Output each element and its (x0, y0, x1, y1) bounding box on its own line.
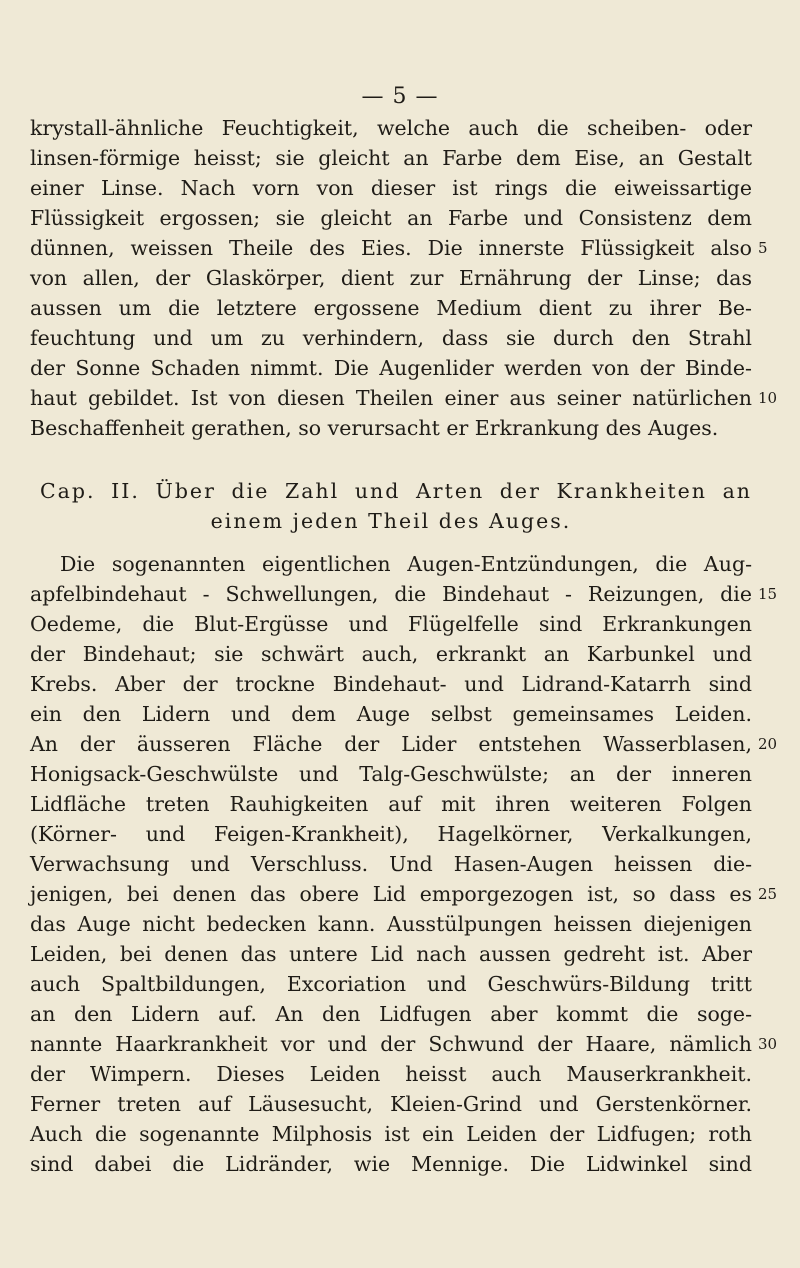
text-line: auch Spaltbildungen, Excoriation und Geschwürs-Bildung tritt (30, 972, 752, 996)
text-line: dünnen, weissen Theile des Eies. Die innerste Flüssigkeit also (30, 236, 752, 260)
text-line: Ferner treten auf Läusesucht, Kleien-Grind und Gerstenkörner. (30, 1092, 752, 1116)
line-number: 20 (758, 735, 778, 753)
text-line: linsen-förmige heisst; sie gleicht an Farbe dem Eise, an Gestalt (30, 146, 752, 170)
text-line: Lidfläche treten Rauhigkeiten auf mit ihren weiteren Folgen (30, 792, 752, 816)
text-line: An der äusseren Fläche der Lider entstehen Wasserblasen, (30, 732, 752, 756)
text-line: haut gebildet. Ist von diesen Theilen einer aus seiner natürlichen (30, 386, 752, 410)
text-line: Die sogenannten eigentlichen Augen-Entzündungen, die Aug- (60, 552, 752, 576)
line-number: 15 (758, 585, 778, 603)
text-line: nannte Haarkrankheit vor und der Schwund der Haare, nämlich (30, 1032, 752, 1056)
line-number: 25 (758, 885, 778, 903)
line-number: 5 (758, 239, 768, 257)
text-line: Auch die sogenannte Milphosis ist ein Leiden der Lidfugen; roth (30, 1122, 752, 1146)
text-line: das Auge nicht bedecken kann. Ausstülpungen heissen diejenigen (30, 912, 752, 936)
text-line: feuchtung und um zu verhindern, dass sie durch den Strahl (30, 326, 752, 350)
text-line: Leiden, bei denen das untere Lid nach aussen gedreht ist. Aber (30, 942, 752, 966)
page-number: — 5 — (361, 84, 439, 109)
text-line: sind dabei die Lidränder, wie Mennige. Die Lidwinkel sind (30, 1152, 752, 1176)
line-number: 30 (758, 1035, 778, 1053)
text-line: apfelbindehaut - Schwellungen, die Bindehaut - Reizungen, die (30, 582, 752, 606)
chapter-heading-cont: einem jeden Theil des Auges. (210, 509, 572, 533)
text-line: der Wimpern. Dieses Leiden heisst auch Mauserkrankheit. (30, 1062, 752, 1086)
chapter-heading: Cap. II. Über die Zahl und Arten der Krankheiten an (40, 479, 752, 503)
text-line: Verwachsung und Verschluss. Und Hasen-Augen heissen die- (30, 852, 752, 876)
text-line: Honigsack-Geschwülste und Talg-Geschwülste; an der inneren (30, 762, 752, 786)
text-line: der Bindehaut; sie schwärt auch, erkrankt an Karbunkel und (30, 642, 752, 666)
text-line: krystall-ähnliche Feuchtigkeit, welche auch die scheiben- oder (30, 116, 752, 140)
text-line: Oedeme, die Blut-Ergüsse und Flügelfelle sind Erkrankungen (30, 612, 752, 636)
text-line: einer Linse. Nach vorn von dieser ist rings die eiweissartige (30, 176, 752, 200)
text-line: Krebs. Aber der trockne Bindehaut- und Lidrand-Katarrh sind (30, 672, 752, 696)
text-line: an den Lidern auf. An den Lidfugen aber kommt die soge- (30, 1002, 752, 1026)
text-line: jenigen, bei denen das obere Lid emporgezogen ist, so dass es (30, 882, 752, 906)
text-line: aussen um die letztere ergossene Medium dient zu ihrer Be- (30, 296, 752, 320)
text-line: (Körner- und Feigen-Krankheit), Hagelkörner, Verkalkungen, (30, 822, 752, 846)
text-line: ein den Lidern und dem Auge selbst gemeinsames Leiden. (30, 702, 752, 726)
text-line: Beschaffenheit gerathen, so verursacht er Erkrankung des Auges. (30, 416, 719, 440)
text-line: von allen, der Glaskörper, dient zur Ernährung der Linse; das (30, 266, 752, 290)
text-line: der Sonne Schaden nimmt. Die Augenlider werden von der Binde- (30, 356, 752, 380)
line-number: 10 (758, 389, 778, 407)
text-line: Flüssigkeit ergossen; sie gleicht an Farbe und Consistenz dem (30, 206, 752, 230)
